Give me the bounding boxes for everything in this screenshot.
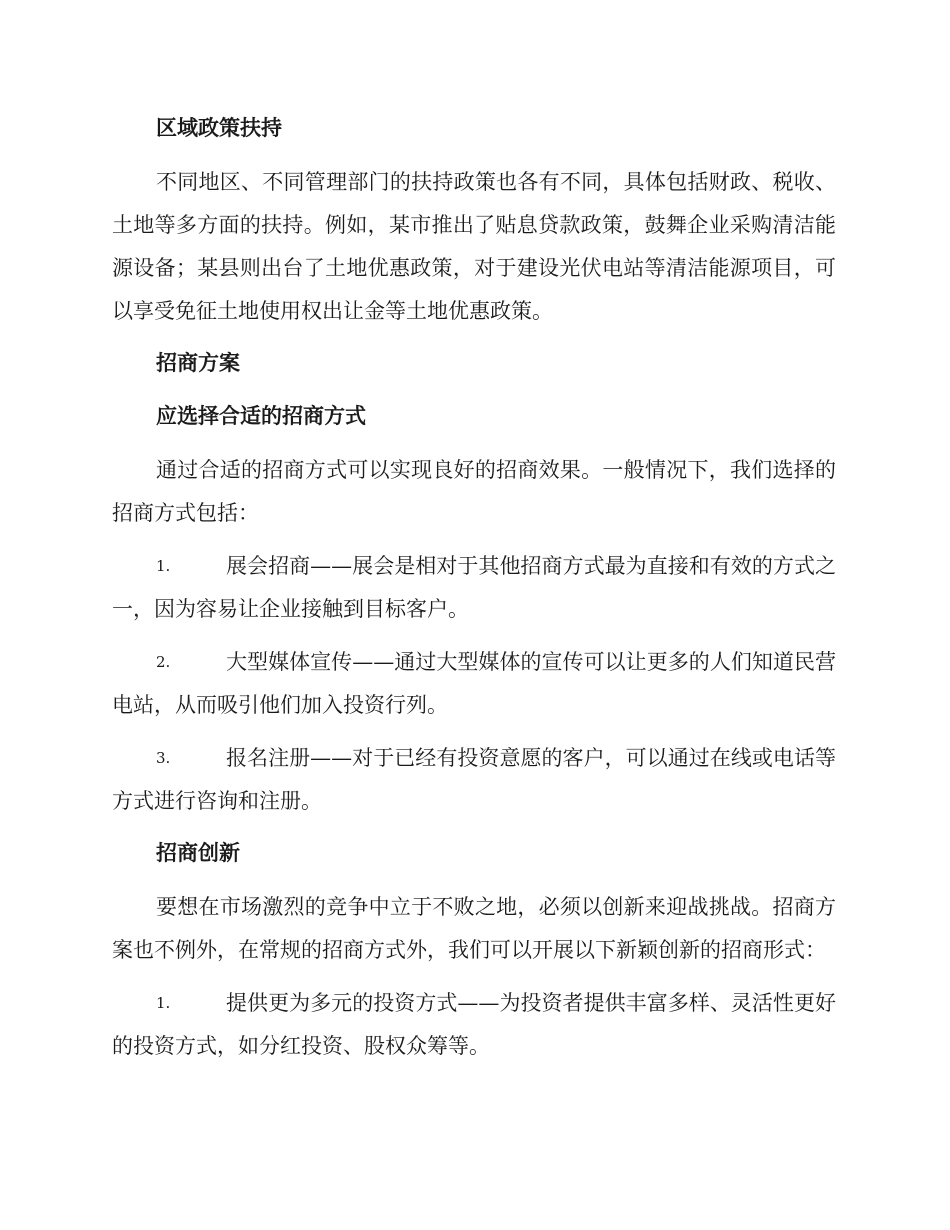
list-number: 1. — [156, 994, 171, 1012]
section-heading-regional-policy: 区域政策扶持 — [156, 115, 282, 140]
section-heading-choose-method: 应选择合适的招商方式 — [156, 403, 366, 428]
document-page — [112, 108, 836, 1078]
list-item-text: 展会招商——展会是相对于其他招商方式最为直接和有效的方式之一，因为容易让企业接触到目标客户。 — [112, 554, 836, 621]
list-number: 1. — [156, 557, 171, 575]
list-item — [112, 982, 836, 1068]
paragraph-regional-policy: 不同地区、不同管理部门的扶持政策也各有不同，具体包括财政、税收、土地等多方面的扶持。例如，某市推出了贴息贷款政策，鼓舞企业采购清洁能源设备；某县则出台了土地优惠政策，对于建设光伏电站等清洁能源项目，可以享受免征土地使用权出让金等土地优惠政策。 — [112, 170, 836, 323]
paragraph-choose-method: 通过合适的招商方式可以实现良好的招商效果。一般情况下，我们选择的招商方式包括： — [112, 458, 836, 525]
section-heading-innovation: 招商创新 — [156, 840, 240, 865]
section-heading-investment-plan: 招商方案 — [156, 350, 240, 375]
list-item — [112, 545, 836, 631]
list-number: 3. — [156, 749, 171, 767]
list-item — [112, 641, 836, 727]
paragraph-innovation: 要想在市场激烈的竞争中立于不败之地，必须以创新来迎战挑战。招商方案也不例外，在常规的招商方式外，我们可以开展以下新颖创新的招商形式： — [112, 895, 836, 962]
list-item-text: 大型媒体宣传——通过大型媒体的宣传可以让更多的人们知道民营电站，从而吸引他们加入投资行列。 — [112, 650, 836, 717]
list-item-text: 报名注册——对于已经有投资意愿的客户，可以通过在线或电话等方式进行咨询和注册。 — [112, 746, 836, 813]
list-item — [112, 737, 836, 823]
list-item-text: 提供更为多元的投资方式——为投资者提供丰富多样、灵活性更好的投资方式，如分红投资、股权众筹等。 — [112, 991, 836, 1058]
list-number: 2. — [156, 653, 171, 671]
